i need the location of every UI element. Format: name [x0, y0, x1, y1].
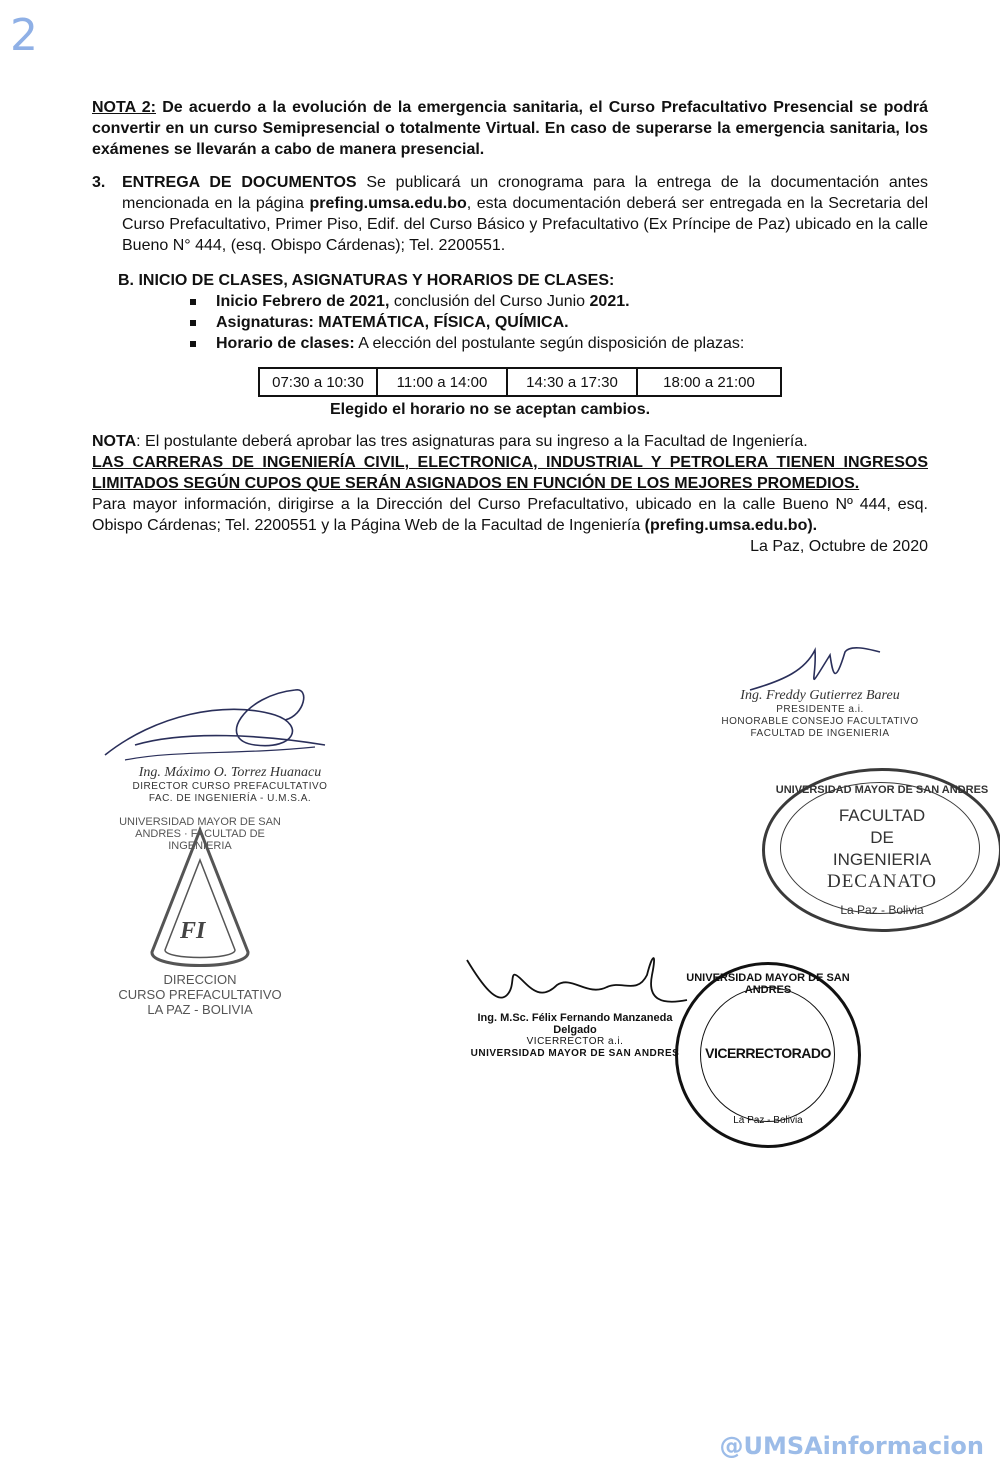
center-signature-role-2: UNIVERSIDAD MAYOR DE SAN ANDRES	[470, 1048, 680, 1059]
left-signature-block	[110, 765, 350, 805]
nota-2-label: NOTA 2:	[92, 99, 157, 116]
right-signature-role-3: FACULTAD DE INGENIERIA	[750, 728, 890, 739]
section-3-entrega-documentos	[92, 172, 928, 256]
center-stamp-bottom: La Paz - Bolivia	[733, 1115, 803, 1126]
bullet-inicio-text: conclusión del Curso Junio	[389, 293, 590, 310]
schedule-cell: 11:00 a 14:00	[377, 368, 507, 396]
limited-careers-notice: LAS CARRERAS DE INGENIERÍA CIVIL, ELECTRONICA, INDUSTRIAL Y PETROLERA TIENEN INGRESOS LIMITADOS SEGÚN CUPOS QUE SERÁN ASIGNADOS EN FUNCIÓN DE LOS MEJORES PROMEDIOS.	[92, 454, 928, 492]
bullet-horario-text: A elección del postulante según disposición de plazas:	[354, 335, 745, 352]
section-3-heading: ENTREGA DE DOCUMENTOS	[122, 174, 357, 191]
info-link: (prefing.umsa.edu.bo).	[644, 517, 818, 534]
left-stamp-monogram: FI	[180, 918, 206, 944]
section-3-text-1: Se publicará un cronograma para la entrega de la documentación antes mencionada en la página	[122, 174, 929, 212]
right-stamp-center	[765, 805, 999, 893]
nota-paragraph	[92, 431, 928, 452]
watermark: @UMSAinformacion	[719, 1432, 984, 1460]
right-stamp-decanato	[762, 768, 1000, 932]
center-signature-name: Ing. M.Sc. Félix Fernando Manzaneda Delgado	[477, 1012, 673, 1036]
section-3-text-2: , esta documentación deberá ser entregada en la Secretaria del Curso Prefacultativo, Primer Piso, Edif. del Curso Básico y Prefacultativo (Ex Príncipe de Paz) ubicado en la calle Bueno N° 444, (esq. Obispo Cárdenas); Tel. 2200551.	[122, 195, 929, 254]
right-stamp-line-1: FACULTAD	[838, 806, 926, 825]
bullet-inicio-year: 2021.	[589, 293, 630, 310]
left-stamp-bottom-2: CURSO PREFACULTATIVO	[118, 987, 282, 1002]
bullet-inicio	[216, 291, 878, 312]
right-stamp-line-3: INGENIERIA	[832, 850, 932, 869]
left-stamp-bottom-1: DIRECCION	[163, 972, 237, 987]
left-stamp-bottom	[100, 972, 300, 1017]
section-b-heading: B. INICIO DE CLASES, ASIGNATURAS Y HORARIOS DE CLASES:	[118, 272, 615, 289]
info-paragraph	[92, 494, 928, 536]
right-stamp-ring: UNIVERSIDAD MAYOR DE SAN ANDRES	[775, 784, 989, 796]
nota-2-text: De acuerdo a la evolución de la emergencia sanitaria, el Curso Prefacultativo Presencial se podrá convertir en un curso Semipresencial o totalmente Virtual. En caso de superarse la emergencia sanitaria, los exámenes se llevarán a cabo de manera presencial.	[92, 99, 929, 158]
left-signature-name: Ing. Máximo O. Torrez Huanacu	[138, 765, 322, 780]
center-signature-block	[470, 1012, 680, 1060]
bullet-asignaturas	[216, 312, 878, 333]
center-signature-scribble	[462, 945, 692, 1015]
center-stamp-label: VICERRECTORADO	[705, 1045, 831, 1061]
page-number: 2	[10, 10, 38, 61]
schedule-cell: 18:00 a 21:00	[637, 368, 781, 396]
right-stamp-line-4: DECANATO	[826, 871, 938, 892]
left-stamp-seal	[100, 800, 300, 1035]
center-stamp-ring: UNIVERSIDAD MAYOR DE SAN ANDRES	[686, 972, 850, 996]
nota-2-paragraph	[92, 97, 928, 160]
section-3-number: 3.	[92, 174, 106, 191]
left-signature-scribble	[95, 675, 335, 775]
right-stamp-line-2: DE	[870, 828, 894, 847]
section-b-clases	[118, 270, 878, 354]
nota-section	[92, 431, 928, 557]
schedule-table	[258, 367, 782, 397]
right-signature-role-1: PRESIDENTE a.i.	[776, 704, 864, 715]
right-signature-name: Ing. Freddy Gutierrez Bareu	[740, 688, 900, 703]
center-stamp-vicerrectorado	[675, 962, 861, 1148]
bullet-horario-bold: Horario de clases:	[216, 335, 355, 352]
right-signature-block	[715, 688, 925, 740]
right-stamp-bottom: La Paz - Bolivia	[840, 903, 924, 917]
bullet-inicio-bold: Inicio Febrero de 2021,	[216, 293, 390, 310]
left-signature-role-1: DIRECTOR CURSO PREFACULTATIVO	[132, 781, 328, 792]
schedule-cell: 07:30 a 10:30	[259, 368, 377, 396]
section-3-link: prefing.umsa.edu.bo	[309, 195, 467, 212]
left-signature-role-2: FAC. DE INGENIERÍA - U.M.S.A.	[148, 793, 312, 804]
center-signature-role-1: VICERRECTOR a.i.	[526, 1036, 624, 1047]
bullet-asignaturas-bold: Asignaturas: MATEMÁTICA, FÍSICA, QUÍMICA.	[216, 314, 569, 331]
info-text: Para mayor información, dirigirse a la Dirección del Curso Prefacultativo, ubicado en la calle Bueno Nº 444, esq. Obispo Cárdenas; Tel. 2200551 y la Página Web de la Facultad de Ingeniería	[92, 496, 928, 534]
schedule-cell: 14:30 a 17:30	[507, 368, 637, 396]
nota-text: : El postulante deberá aprobar las tres asignaturas para su ingreso a la Facultad de Ingeniería.	[136, 433, 808, 450]
left-stamp-ring: UNIVERSIDAD MAYOR DE SAN ANDRES · FACULTAD DE INGENIERIA	[119, 816, 281, 852]
schedule-note: Elegido el horario no se aceptan cambios.	[329, 401, 651, 418]
right-signature-role-2: HONORABLE CONSEJO FACULTATIVO	[721, 716, 919, 727]
document-date: La Paz, Octubre de 2020	[750, 538, 928, 555]
left-stamp-bottom-3: LA PAZ - BOLIVIA	[147, 1002, 253, 1017]
schedule-row	[259, 368, 781, 396]
bullet-horario	[216, 333, 878, 354]
nota-label: NOTA	[92, 433, 137, 450]
